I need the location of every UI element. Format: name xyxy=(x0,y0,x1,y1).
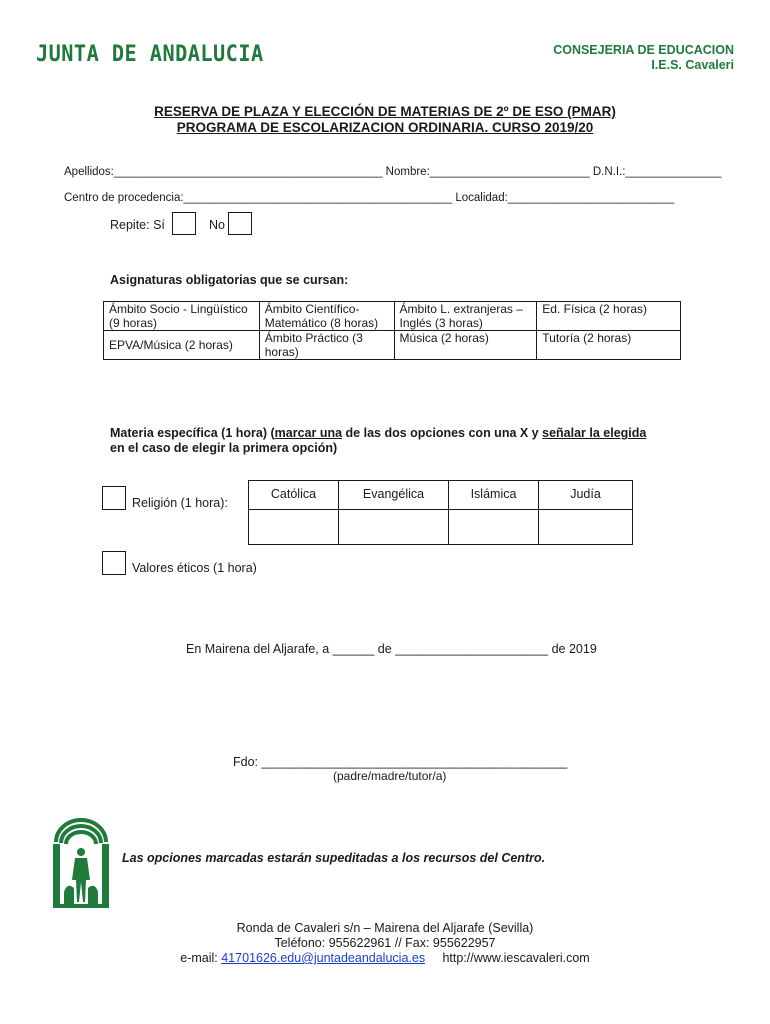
especifica-text-line-2: en el caso de elegir la primera opción) xyxy=(110,441,338,455)
footer-email-link[interactable]: 41701626.edu@juntadeandalucia.es xyxy=(221,951,426,965)
valores-label: Valores éticos (1 hora) xyxy=(132,561,257,575)
obligatorias-table xyxy=(103,301,681,360)
table-cell: Música (2 horas) xyxy=(394,331,537,360)
religion-option-islamica: Islámica xyxy=(449,481,539,510)
title-line-1: RESERVA DE PLAZA Y ELECCIÓN DE MATERIAS DE 2º DE ESO (PMAR) xyxy=(154,104,616,119)
especifica-text-2: marcar una xyxy=(274,426,343,440)
andalucia-emblem-icon xyxy=(50,818,112,910)
footer-email-prefix: e-mail: xyxy=(180,951,222,965)
religion-mark-islamica[interactable] xyxy=(449,510,539,545)
table-cell: Tutoría (2 horas) xyxy=(537,331,681,360)
junta-logo-text: JUNTA DE ANDALUCIA xyxy=(36,42,264,67)
especifica-text-1: Materia específica (1 hora) ( xyxy=(110,426,275,440)
document-title xyxy=(0,104,770,136)
school-name: I.E.S. Cavaleri xyxy=(651,58,734,72)
footer-address: Ronda de Cavaleri s/n – Mairena del Aljarafe (Sevilla) xyxy=(236,921,534,935)
footer-contact-line xyxy=(0,951,770,966)
table-cell: Ámbito L. extranjeras – Inglés (3 horas) xyxy=(394,302,537,331)
religion-option-judia: Judía xyxy=(539,481,633,510)
religion-option-catolica: Católica xyxy=(249,481,339,510)
valores-checkbox[interactable] xyxy=(102,551,126,575)
obligatorias-heading: Asignaturas obligatorias que se cursan: xyxy=(110,273,349,287)
table-row xyxy=(104,331,681,360)
department-name: CONSEJERIA DE EDUCACION xyxy=(553,43,734,57)
department-header xyxy=(553,43,734,73)
resources-note: Las opciones marcadas estarán supeditadas a los recursos del Centro. xyxy=(122,851,546,865)
table-cell: Ámbito Socio - Lingüístico (9 horas) xyxy=(104,302,260,331)
table-row xyxy=(249,510,633,545)
repite-no-label: No xyxy=(209,218,225,232)
table-cell: EPVA/Música (2 horas) xyxy=(104,331,260,360)
table-row xyxy=(249,481,633,510)
origin-center-line[interactable]: Centro de procedencia:__________________________________________ Localidad:__________________________ xyxy=(64,192,675,204)
footer-web[interactable]: http://www.iescavaleri.com xyxy=(442,951,590,965)
personal-data-line[interactable]: Apellidos:__________________________________________ Nombre:_________________________ D.N.I.:_______________ xyxy=(64,166,722,178)
religion-mark-catolica[interactable] xyxy=(249,510,339,545)
date-line[interactable]: En Mairena del Aljarafe, a ______ de ______________________ de 2019 xyxy=(186,642,597,656)
especifica-heading xyxy=(110,426,690,456)
especifica-text-4: señalar la elegida xyxy=(542,426,647,440)
table-row xyxy=(104,302,681,331)
signature-line[interactable]: Fdo: ____________________________________________ xyxy=(233,755,568,769)
table-cell: Ed. Física (2 horas) xyxy=(537,302,681,331)
signature-subtitle: (padre/madre/tutor/a) xyxy=(333,769,447,783)
repite-label: Repite: Sí xyxy=(110,218,165,232)
religion-options-table xyxy=(248,480,633,545)
table-cell: Ámbito Práctico (3 horas) xyxy=(259,331,394,360)
religion-mark-evangelica[interactable] xyxy=(339,510,449,545)
title-line-2: PROGRAMA DE ESCOLARIZACION ORDINARIA. CURSO 2019/20 xyxy=(176,120,594,135)
religion-label: Religión (1 hora): xyxy=(132,496,228,510)
religion-mark-judia[interactable] xyxy=(539,510,633,545)
repite-no-checkbox[interactable] xyxy=(228,212,252,235)
footer-phone: Teléfono: 955622961 // Fax: 955622957 xyxy=(274,936,496,950)
especifica-text-3: de las dos opciones con una X y xyxy=(342,426,543,440)
table-cell: Ámbito Científico- Matemático (8 horas) xyxy=(259,302,394,331)
religion-option-evangelica: Evangélica xyxy=(339,481,449,510)
religion-checkbox[interactable] xyxy=(102,486,126,510)
footer-contact xyxy=(0,921,770,966)
repite-si-checkbox[interactable] xyxy=(172,212,196,235)
